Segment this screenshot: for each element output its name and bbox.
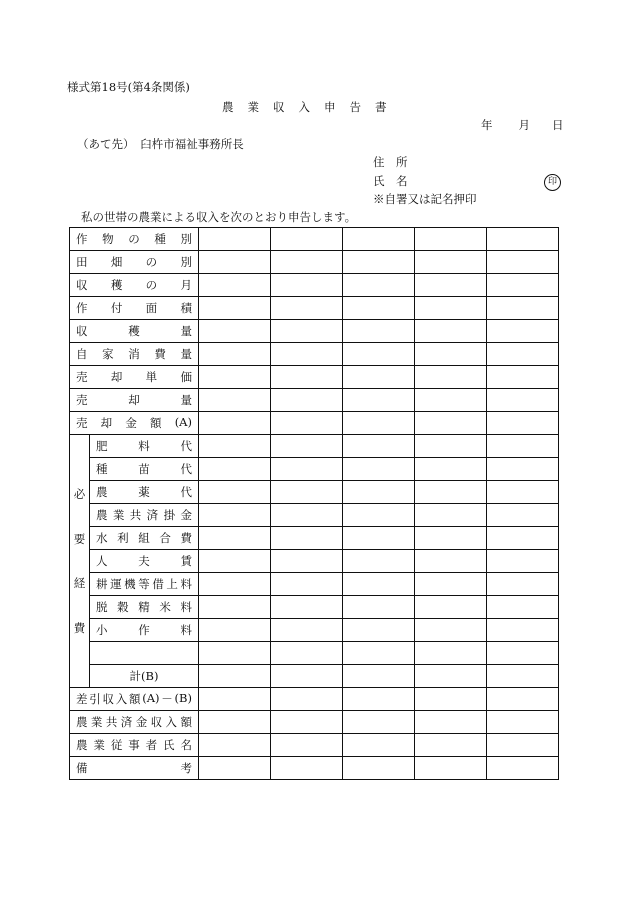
entry-cell[interactable] [343,297,415,320]
date-area [481,120,564,132]
entry-cell[interactable] [199,435,271,458]
entry-cell[interactable] [415,481,487,504]
row-label-text: 農 業 共 済 掛 金 [96,508,192,522]
entry-cell[interactable] [415,228,487,251]
row-label-text: 作 付 面 積 [76,301,192,315]
row-label-text: 売 却 金 額 (A) [76,415,192,430]
table-row [70,573,559,596]
row-label [90,458,199,481]
row-label [70,297,199,320]
entry-cell[interactable] [271,458,343,481]
entry-cell[interactable] [199,389,271,412]
entry-cell[interactable] [415,412,487,435]
row-label [90,665,199,688]
entry-cell[interactable] [487,343,559,366]
row-label-text: 農 業 共 済 金 収 入 額 [76,715,192,729]
entry-cell[interactable] [487,573,559,596]
table-row [70,366,559,389]
entry-cell[interactable] [343,343,415,366]
entry-cell[interactable] [271,412,343,435]
entry-cell[interactable] [415,274,487,297]
entry-cell[interactable] [415,458,487,481]
entry-cell[interactable] [487,481,559,504]
entry-cell[interactable] [271,688,343,711]
entry-cell[interactable] [487,274,559,297]
table-row [70,550,559,573]
table-row [70,665,559,688]
row-label [70,274,199,297]
row-label [70,412,199,435]
entry-cell[interactable] [199,366,271,389]
row-label-text: 備 考 [76,761,192,775]
row-label [90,527,199,550]
entry-cell[interactable] [271,573,343,596]
seal-mark: 印 [544,174,561,191]
row-label [90,573,199,596]
name-label: 氏 名 [373,174,408,188]
row-label-text: 自 家 消 費 量 [76,347,192,361]
table-row [70,297,559,320]
entry-cell[interactable] [271,366,343,389]
entry-cell[interactable] [271,734,343,757]
entry-cell[interactable] [199,527,271,550]
row-label [70,228,199,251]
table-row [70,619,559,642]
table-row [70,274,559,297]
entry-cell[interactable] [343,550,415,573]
row-label-text: 農 業 従 事 者 氏 名 [76,738,192,752]
entry-cell[interactable] [199,573,271,596]
row-label-text: 収 穫 の 月 [76,278,192,292]
entry-cell[interactable] [199,619,271,642]
entry-cell[interactable] [199,642,271,665]
address-label: 住 所 [373,155,408,169]
row-label [90,619,199,642]
entry-cell[interactable] [199,481,271,504]
row-label-text: 小 作 料 [96,623,192,637]
entry-cell[interactable] [343,757,415,780]
entry-cell[interactable] [199,458,271,481]
entry-cell[interactable] [343,412,415,435]
entry-cell[interactable] [199,711,271,734]
table-row [70,228,559,251]
entry-cell[interactable] [487,550,559,573]
entry-cell[interactable] [415,688,487,711]
table-row [70,412,559,435]
row-label-text: 収 穫 量 [76,324,192,338]
row-label [70,757,199,780]
entry-cell[interactable] [343,458,415,481]
entry-cell[interactable] [415,389,487,412]
entry-cell[interactable] [343,619,415,642]
entry-cell[interactable] [487,642,559,665]
table-row [70,642,559,665]
entry-cell[interactable] [415,527,487,550]
entry-cell[interactable] [415,573,487,596]
entry-cell[interactable] [271,435,343,458]
entry-cell[interactable] [343,228,415,251]
table-row [70,251,559,274]
entry-cell[interactable] [199,504,271,527]
table-row [70,504,559,527]
entry-cell[interactable] [271,596,343,619]
entry-cell[interactable] [271,550,343,573]
entry-cell[interactable] [487,251,559,274]
table-row [70,320,559,343]
row-label-text: 脱 穀 精 米 料 [96,600,192,614]
row-label-text: 売 却 単 価 [76,370,192,384]
row-label [90,596,199,619]
entry-cell[interactable] [415,665,487,688]
table-row [70,711,559,734]
entry-cell[interactable] [415,596,487,619]
row-label-text: 人 夫 賃 [96,554,192,568]
expense-category-label: 必 要 経 費 [73,487,86,635]
table-row [70,596,559,619]
entry-cell[interactable] [487,320,559,343]
row-label [90,550,199,573]
addressee: （あて先） 臼杵市福祉事務所長 [77,137,244,151]
entry-cell[interactable] [415,711,487,734]
entry-cell[interactable] [487,734,559,757]
row-label-text: 作 物 の 種 別 [76,232,192,246]
entry-cell[interactable] [415,366,487,389]
row-label-text: 種 苗 代 [96,462,192,476]
entry-cell[interactable] [487,711,559,734]
row-label [70,366,199,389]
row-label [90,642,199,665]
entry-cell[interactable] [343,573,415,596]
entry-cell[interactable] [271,274,343,297]
table-row [70,458,559,481]
table-row [70,688,559,711]
row-label-text: 耕 運 機 等 借 上 料 [96,577,192,591]
entry-cell[interactable] [343,435,415,458]
entry-cell[interactable] [487,619,559,642]
document-title: 農業収入申告書 [222,100,401,114]
date-year-label: 年 [481,118,493,132]
entry-cell[interactable] [487,504,559,527]
entry-cell[interactable] [343,504,415,527]
entry-cell[interactable] [343,734,415,757]
row-label-text: 農 薬 代 [96,485,192,499]
entry-cell[interactable] [271,320,343,343]
entry-cell[interactable] [343,251,415,274]
row-label-text: 肥 料 代 [96,439,192,453]
row-label [70,320,199,343]
entry-cell[interactable] [343,366,415,389]
entry-cell[interactable] [199,274,271,297]
entry-cell[interactable] [271,619,343,642]
entry-cell[interactable] [199,665,271,688]
entry-cell[interactable] [487,665,559,688]
entry-cell[interactable] [271,389,343,412]
entry-cell[interactable] [343,389,415,412]
entry-cell[interactable] [415,757,487,780]
table-row [70,757,559,780]
entry-cell[interactable] [487,366,559,389]
entry-cell[interactable] [271,642,343,665]
row-label [70,734,199,757]
table-row [70,527,559,550]
entry-cell[interactable] [199,412,271,435]
entry-cell[interactable] [487,458,559,481]
entry-cell[interactable] [199,757,271,780]
table-row [70,734,559,757]
row-label-text: 水 利 組 合 費 [96,531,192,545]
intro-text: 私の世帯の農業による収入を次のとおり申告します。 [81,210,357,224]
entry-cell[interactable] [271,527,343,550]
entry-cell[interactable] [343,642,415,665]
row-label [90,435,199,458]
entry-cell[interactable] [343,320,415,343]
entry-cell[interactable] [415,504,487,527]
row-label-text: 差 引 収 入 額 (A) － (B) [76,691,192,706]
entry-cell[interactable] [271,228,343,251]
entry-cell[interactable] [415,642,487,665]
entry-cell[interactable] [343,274,415,297]
entry-cell[interactable] [199,343,271,366]
date-month-label: 月 [518,118,530,132]
entry-cell[interactable] [415,251,487,274]
entry-cell[interactable] [415,734,487,757]
entry-cell[interactable] [487,596,559,619]
row-label [90,504,199,527]
row-label [70,343,199,366]
entry-cell[interactable] [271,504,343,527]
entry-cell[interactable] [271,481,343,504]
signature-note: ※自署又は記名押印 [373,192,477,206]
table-row [70,435,559,458]
row-label [70,711,199,734]
income-report-table [69,227,559,780]
entry-cell[interactable] [199,251,271,274]
entry-cell[interactable] [487,435,559,458]
table-row [70,389,559,412]
entry-cell[interactable] [415,297,487,320]
entry-cell[interactable] [487,228,559,251]
entry-cell[interactable] [415,550,487,573]
entry-cell[interactable] [199,550,271,573]
entry-cell[interactable] [271,711,343,734]
entry-cell[interactable] [487,757,559,780]
entry-cell[interactable] [487,389,559,412]
entry-cell[interactable] [415,435,487,458]
row-label [70,251,199,274]
expense-category-cell [70,435,90,688]
entry-cell[interactable] [271,343,343,366]
row-label-text: 売 却 量 [76,393,192,407]
entry-cell[interactable] [415,619,487,642]
entry-cell[interactable] [487,527,559,550]
entry-cell[interactable] [271,757,343,780]
entry-cell[interactable] [343,711,415,734]
entry-cell[interactable] [343,596,415,619]
form-number: 様式第18号(第4条関係) [67,80,190,94]
entry-cell[interactable] [271,251,343,274]
entry-cell[interactable] [199,688,271,711]
entry-cell[interactable] [199,297,271,320]
table-row [70,481,559,504]
row-label-text: 計(B) [129,669,159,683]
entry-cell[interactable] [343,688,415,711]
entry-cell[interactable] [271,297,343,320]
row-label [70,389,199,412]
entry-cell[interactable] [487,412,559,435]
entry-cell[interactable] [415,320,487,343]
entry-cell[interactable] [487,297,559,320]
date-day-label: 日 [552,118,564,132]
entry-cell[interactable] [343,481,415,504]
entry-cell[interactable] [487,688,559,711]
entry-cell[interactable] [343,527,415,550]
entry-cell[interactable] [415,343,487,366]
table-row [70,343,559,366]
entry-cell[interactable] [199,320,271,343]
entry-cell[interactable] [199,228,271,251]
row-label-text: 田 畑 の 別 [76,255,192,269]
entry-cell[interactable] [271,665,343,688]
entry-cell[interactable] [343,665,415,688]
row-label [90,481,199,504]
row-label [70,688,199,711]
entry-cell[interactable] [199,596,271,619]
entry-cell[interactable] [199,734,271,757]
